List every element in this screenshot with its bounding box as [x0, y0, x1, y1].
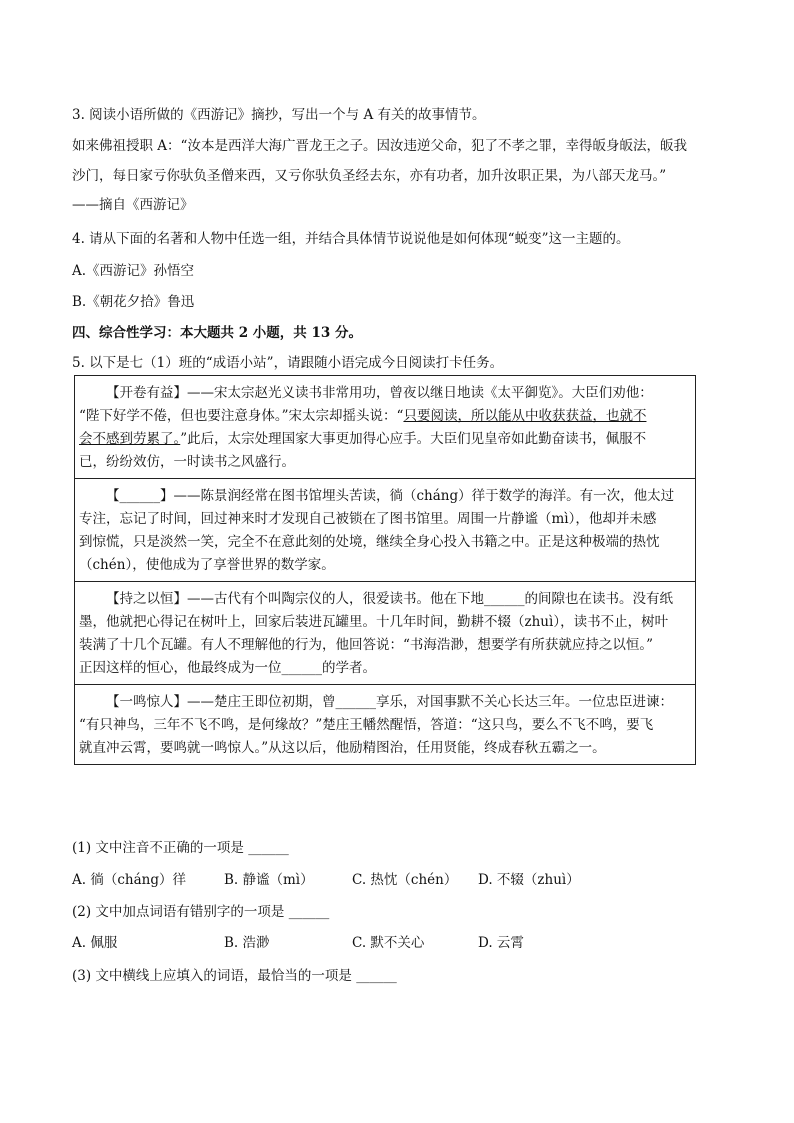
underlined-sentence-part1: 只要阅读，所以能从中收获获益，也就不	[403, 408, 647, 424]
q3-quote-line-2: 沙门，每日家亏你驮负圣僧来西，又亏你驮负圣经去东，亦有功者，加升汝职正果，为八部天龙马。”	[72, 168, 667, 184]
idiom-cell-kaijuanyouyi	[75, 376, 695, 479]
q5-title: 5. 以下是七（1）班的“成语小站”，请跟随小语完成今日阅读打卡任务。	[72, 355, 504, 371]
cell2-line1: 【______】——陈景润经常在图书馆埋头苦读，徜（cháng）徉于数学的海洋。有一次，他太过	[106, 488, 675, 504]
q5-sub3-title: (3) 文中横线上应填入的词语，最恰当的一项是 ______	[72, 968, 397, 984]
cell1-line2	[79, 405, 691, 428]
sub2-option-d: D. 云霄	[478, 935, 524, 951]
sub2-option-c: C. 默不关心	[352, 935, 425, 951]
sub2-option-a: A. 佩服	[72, 935, 118, 951]
cell4-line2: “有只神鸟，三年不飞不鸣，是何缘故？”楚庄王幡然醒悟，答道：“这只鸟，要么不飞不鸣，要飞	[79, 717, 654, 733]
q4-title: 4. 请从下面的名著和人物中任选一组，并结合具体情节说说他是如何体现“蜕变”这一主题的。	[72, 231, 630, 247]
idiom-cell-chizhiyiheng	[75, 582, 695, 685]
q3-title: 3. 阅读小语所做的《西游记》摘抄，写出一个与 A 有关的故事情节。	[72, 107, 486, 123]
cell1-line3	[79, 428, 691, 451]
cell2-line2: 专注，忘记了时间，回过神来时才发现自己被锁在了图书馆里。周围一片静谧（mì），他却并未感	[79, 511, 657, 527]
sub1-option-b: B. 静谧（mì）	[224, 872, 314, 888]
underlined-sentence-part2: 会不感到劳累了。	[79, 431, 181, 447]
sub1-option-d: D. 不辍（zhuì）	[478, 872, 580, 888]
idiom-cell-yimingjingren	[75, 685, 695, 764]
q5-sub2-options	[72, 934, 524, 952]
q5-sub1-title: (1) 文中注音不正确的一项是 ______	[72, 840, 289, 856]
cell3-line2: 墨，他就把心得记在树叶上，回家后装进瓦罐里。十几年时间，勤耕不辍（zhuì），读书不止，树叶	[79, 614, 669, 630]
cell1-line3-text: ”此后，太宗处理国家大事更加得心应手。大臣们见皇帝如此勤奋读书，佩服不	[180, 431, 647, 447]
cell4-line1: 【一鸣惊人】——楚庄王即位初期，曾______享乐，对国事默不关心长达三年。一位忠臣进谏：	[106, 694, 673, 710]
cell1-line2-text: “陛下好学不倦，但也要注意身体。”宋太宗却摇头说：“	[79, 408, 404, 424]
cell3-line1: 【持之以恒】——古代有个叫陶宗仪的人，很爱读书。他在下地______的间隙也在读书。没有纸	[106, 591, 673, 607]
sub1-option-c: C. 热忱（chén）	[352, 872, 458, 888]
cell1-line4: 已，纷纷效仿，一时读书之风盛行。	[79, 454, 295, 470]
section-4-heading: 四、综合性学习：本大题共 2 小题，共 13 分。	[72, 325, 362, 341]
cell3-line4: 正因这样的恒心，他最终成为一位______的学者。	[79, 660, 376, 676]
idiom-station-table	[74, 375, 696, 765]
sub1-option-a: A. 徜（cháng）徉	[72, 872, 186, 888]
sub2-option-b: B. 浩渺	[224, 935, 270, 951]
cell2-line4: （chén），使他成为了享誉世界的数学家。	[79, 557, 335, 573]
cell4-line3: 就直冲云霄，要鸣就一鸣惊人。”从这以后，他励精图治，任用贤能，终成春秋五霸之一。	[79, 740, 606, 756]
q3-source: ——摘自《西游记》	[72, 197, 194, 213]
cell2-line3: 到惊慌，只是淡然一笑，完全不在意此刻的处境，继续全身心投入书籍之中。正是这种极端的热忱	[79, 534, 660, 550]
q4-option-b: B.《朝花夕拾》鲁迅	[72, 294, 195, 310]
q3-quote-line-1: 如来佛祖授职 A：“汝本是西洋大海广晋龙王之子。因汝违逆父命，犯了不孝之罪，幸得皈身皈法，皈我	[72, 138, 687, 154]
q5-sub2-title: (2) 文中加点词语有错别字的一项是 ______	[72, 904, 330, 920]
cell3-line3: 装满了十几个瓦罐。有人不理解他的行为，他回答说：“书海浩渺，想要学有所获就应持之以恒。”	[79, 637, 654, 653]
idiom-cell-blank	[75, 479, 695, 582]
cell1-line1: 【开卷有益】——宋太宗赵光义读书非常用功，曾夜以继日地读《太平御览》。大臣们劝他：	[106, 385, 653, 401]
q5-sub1-options	[72, 871, 580, 889]
q4-option-a: A.《西游记》孙悟空	[72, 263, 195, 279]
